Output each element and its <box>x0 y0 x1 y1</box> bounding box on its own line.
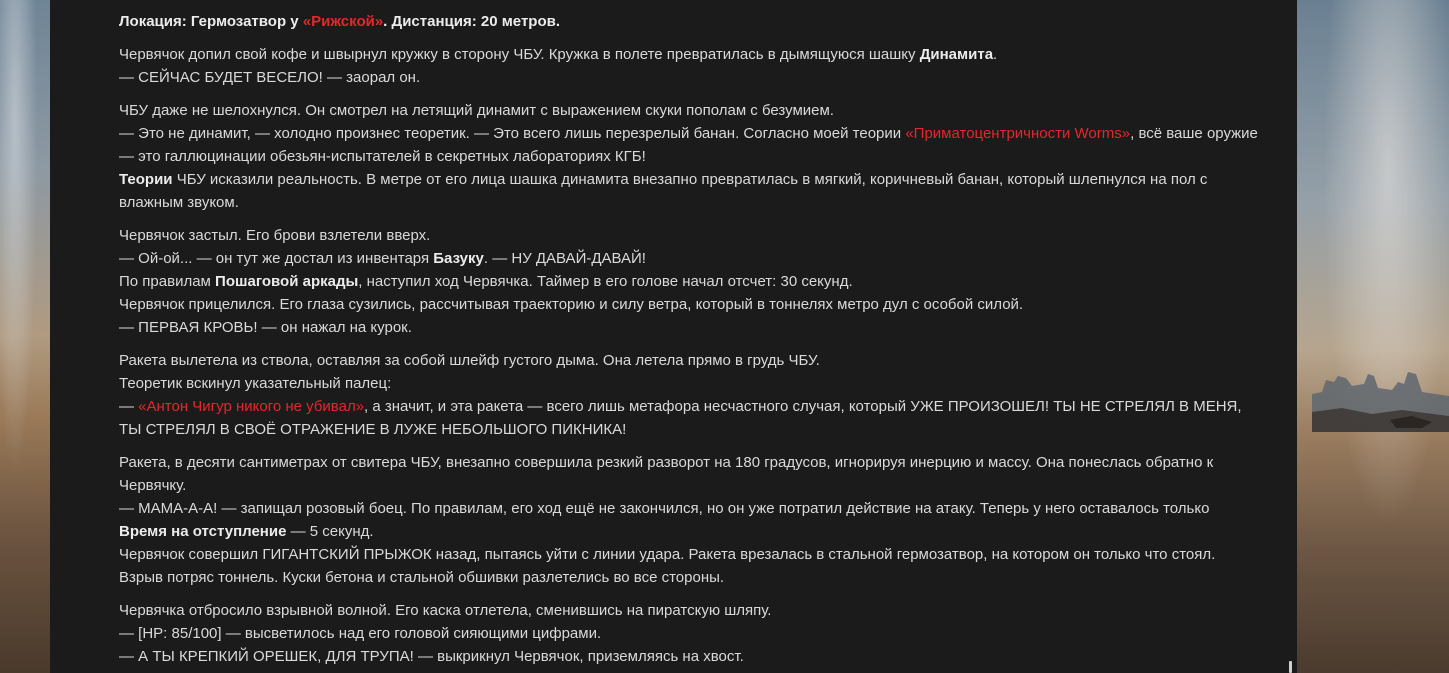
status-line: — [HP: 85/100] — высветилось над его головой сияющими цифрами. <box>119 625 602 642</box>
text-segment: . — НУ ДАВАЙ-ДАВАЙ! <box>483 250 646 267</box>
text-segment: . <box>993 46 998 63</box>
story-paragraph-3 <box>119 224 1259 339</box>
narration-line: Ракета вылетела из ствола, оставляя за собой шлейф густого дыма. Она летела прямо в грудь ЧБУ. <box>119 352 820 369</box>
red-highlight: «Приматоцентричности Worms» <box>905 125 1131 142</box>
text-segment: , а значит, и эта ракета — всего лишь метафора несчастного случая, который УЖЕ ПРОИЗОШЕЛ! ТЫ НЕ СТРЕЛЯЛ В МЕНЯ, ТЫ СТРЕЛЯЛ В СВОЁ ОТРАЖЕНИЕ В ЛУЖЕ НЕБОЛЬШОГО ПИКНИКА! <box>119 398 1242 438</box>
background-landscape-right <box>1297 0 1449 673</box>
text-segment: — МАМА-А-А! — запищал розовый боец. По правилам, его ход ещё не закончился, но он уже потратил действие на атаку. Теперь у него оставалось только <box>119 500 1210 517</box>
location-line <box>119 10 1259 33</box>
story-paragraph-5 <box>119 451 1259 589</box>
narration-line: Червячок застыл. Его брови взлетели вверх. <box>119 227 431 244</box>
text-segment: , всё ваше оружие — это галлюцинации обезьян-испытателей в секретных лабораториях КГБ! <box>119 125 1258 165</box>
text-segment: Червячок допил свой кофе и швырнул кружку в сторону ЧБУ. Кружка в полете превратилась в дымящуюся шашку <box>119 46 920 63</box>
dialogue-line: — ПЕРВАЯ КРОВЬ! — он нажал на курок. <box>119 319 412 336</box>
location-prefix: Локация: Гермозатвор у <box>119 13 303 30</box>
narration-line: Теоретик вскинул указательный палец: <box>119 375 392 392</box>
bold-term: Базуку <box>433 250 484 267</box>
dialogue-line: — А ТЫ КРЕПКИЙ ОРЕШЕК, ДЛЯ ТРУПА! — выкрикнул Червячок, приземляясь на хвост. <box>119 648 744 665</box>
bold-term: Время на отступление <box>119 523 287 540</box>
scrollbar-thumb[interactable] <box>1289 661 1292 673</box>
text-segment: — 5 секунд. <box>286 523 374 540</box>
bold-term: Теории <box>119 171 173 188</box>
narration-line: Червячок прицелился. Его глаза сузились, рассчитывая траекторию и силу ветра, который в тоннелях метро дул с особой силой. <box>119 296 1024 313</box>
text-segment: ЧБУ исказили реальность. В метре от его лица шашка динамита внезапно превратилась в мягкий, коричневый банан, который шлепнулся на пол с влажным звуком. <box>119 171 1208 211</box>
story-content-panel <box>50 0 1297 673</box>
narration-line: Ракета, в десяти сантиметрах от свитера ЧБУ, внезапно совершила резкий разворот на 180 градусов, игнорируя инерцию и массу. Она понеслась обратно к Червячку. <box>119 454 1214 494</box>
narration-line: ЧБУ даже не шелохнулся. Он смотрел на летящий динамит с выражением скуки пополам с безумием. <box>119 102 834 119</box>
red-highlight: «Антон Чигур никого не убивал» <box>138 398 365 415</box>
text-segment: — <box>119 398 139 415</box>
story-paragraph-2 <box>119 99 1259 214</box>
location-suffix: . Дистанция: 20 метров. <box>383 13 561 30</box>
story-paragraph-6 <box>119 599 1259 668</box>
story-paragraph-4 <box>119 349 1259 441</box>
text-segment: По правилам <box>119 273 216 290</box>
bold-term: Пошаговой аркады <box>215 273 359 290</box>
background-landscape-left <box>0 0 50 673</box>
story-paragraph-1 <box>119 43 1259 89</box>
text-segment: — Это не динамит, — холодно произнес теоретик. — Это всего лишь перезрелый банан. Согласно моей теории <box>119 125 906 142</box>
narration-line: Червячок совершил ГИГАНТСКИЙ ПРЫЖОК назад, пытаясь уйти с линии удара. Ракета врезалась в стальной гермозатвор, на котором он только что стоял. Взрыв потряс тоннель. Куски бетона и стальной обшивки разлетелись во все стороны. <box>119 546 1216 586</box>
text-segment: , наступил ход Червячка. Таймер в его голове начал отсчет: 30 секунд. <box>358 273 853 290</box>
dialogue-line: — СЕЙЧАС БУДЕТ ВЕСЕЛО! — заорал он. <box>119 69 421 86</box>
narration-line: Червячка отбросило взрывной волной. Его каска отлетела, сменившись на пиратскую шляпу. <box>119 602 772 619</box>
location-place-highlight: «Рижской» <box>302 13 384 30</box>
bold-term: Динамита <box>919 46 994 63</box>
text-segment: — Ой-ой... — он тут же достал из инвентаря <box>119 250 434 267</box>
story-text <box>119 10 1259 673</box>
background-ruins-illustration <box>1312 372 1449 432</box>
